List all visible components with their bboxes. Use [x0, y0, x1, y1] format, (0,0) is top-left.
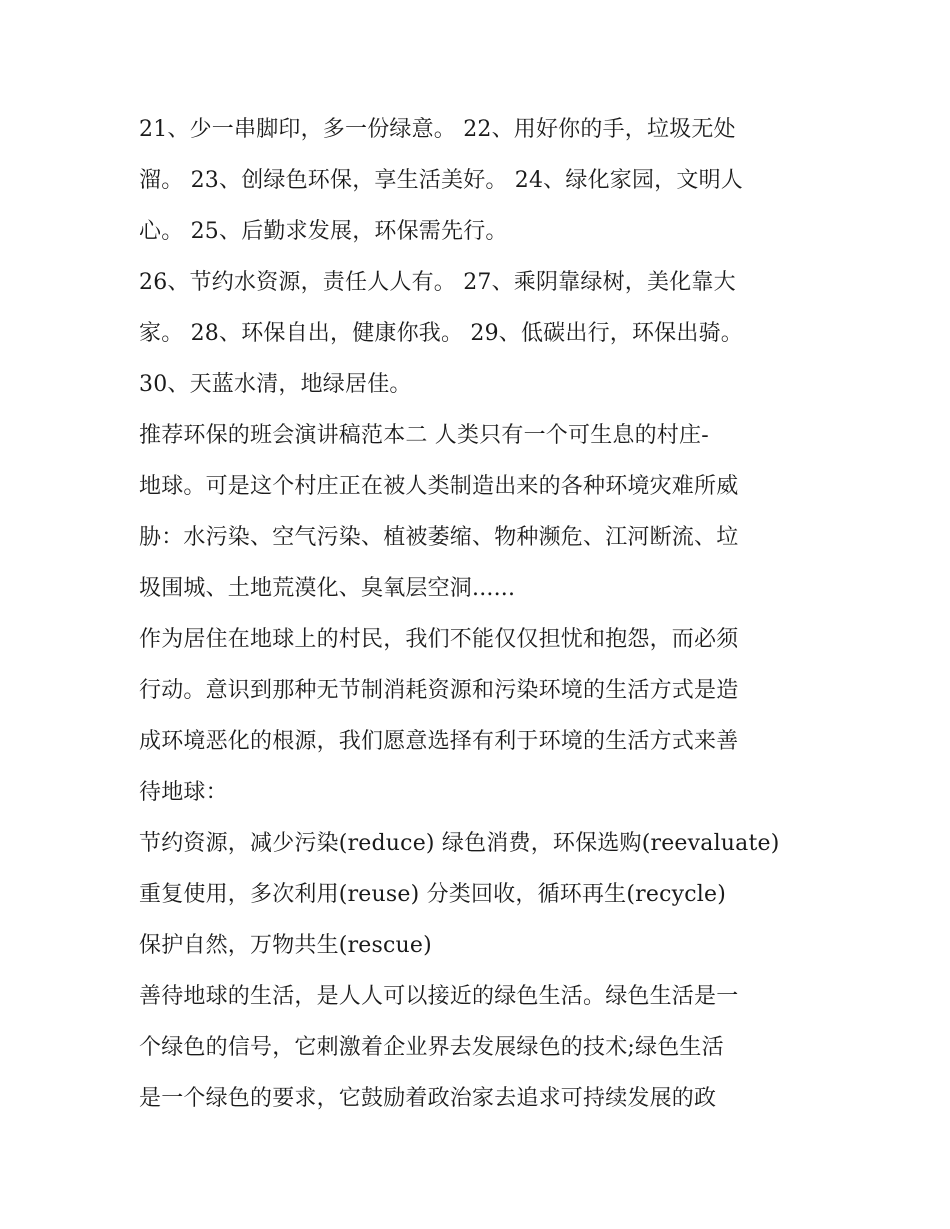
text-line: 胁：水污染、空气污染、植被萎缩、物种濒危、江河断流、垃	[139, 525, 739, 550]
text-line: 推荐环保的班会演讲稿范本二 人类只有一个可生息的村庄-	[139, 423, 709, 448]
text-line: 30、天蓝水清，地绿居佳。	[139, 372, 412, 397]
text-line: 重复使用，多次利用(reuse) 分类回收，循环再生(recycle)	[139, 882, 727, 907]
text-line: 溜。 23、创绿色环保，享生活美好。 24、绿化家园，文明人	[139, 168, 743, 193]
text-line: 家。 28、环保自出，健康你我。 29、低碳出行，环保出骑。	[139, 321, 743, 346]
text-line: 心。 25、后勤求发展，环保需先行。	[139, 219, 508, 244]
text-line: 个绿色的信号，它刺激着企业界去发展绿色的技术;绿色生活	[139, 1035, 724, 1060]
text-line: 节约资源，减少污染(reduce) 绿色消费，环保选购(reevaluate)	[139, 831, 780, 856]
text-line: 成环境恶化的根源，我们愿意选择有利于环境的生活方式来善	[139, 729, 739, 754]
text-line: 是一个绿色的要求，它鼓励着政治家去追求可持续发展的政	[139, 1086, 717, 1111]
text-line: 圾围城、土地荒漠化、臭氧层空洞......	[139, 576, 516, 601]
text-line: 待地球：	[139, 780, 228, 805]
text-line: 21、少一串脚印，多一份绿意。 22、用好你的手，垃圾无处	[139, 117, 736, 142]
text-line: 保护自然，万物共生(rescue)	[139, 933, 432, 958]
document-body	[139, 104, 814, 1124]
text-line: 善待地球的生活，是人人可以接近的绿色生活。绿色生活是一	[139, 984, 739, 1009]
text-line: 行动。意识到那种无节制消耗资源和污染环境的生活方式是造	[139, 678, 739, 703]
text-line: 地球。可是这个村庄正在被人类制造出来的各种环境灾难所威	[139, 474, 739, 499]
text-line: 26、节约水资源，责任人人有。 27、乘阴靠绿树，美化靠大	[139, 270, 736, 295]
text-line: 作为居住在地球上的村民，我们不能仅仅担忧和抱怨，而必须	[139, 627, 739, 652]
